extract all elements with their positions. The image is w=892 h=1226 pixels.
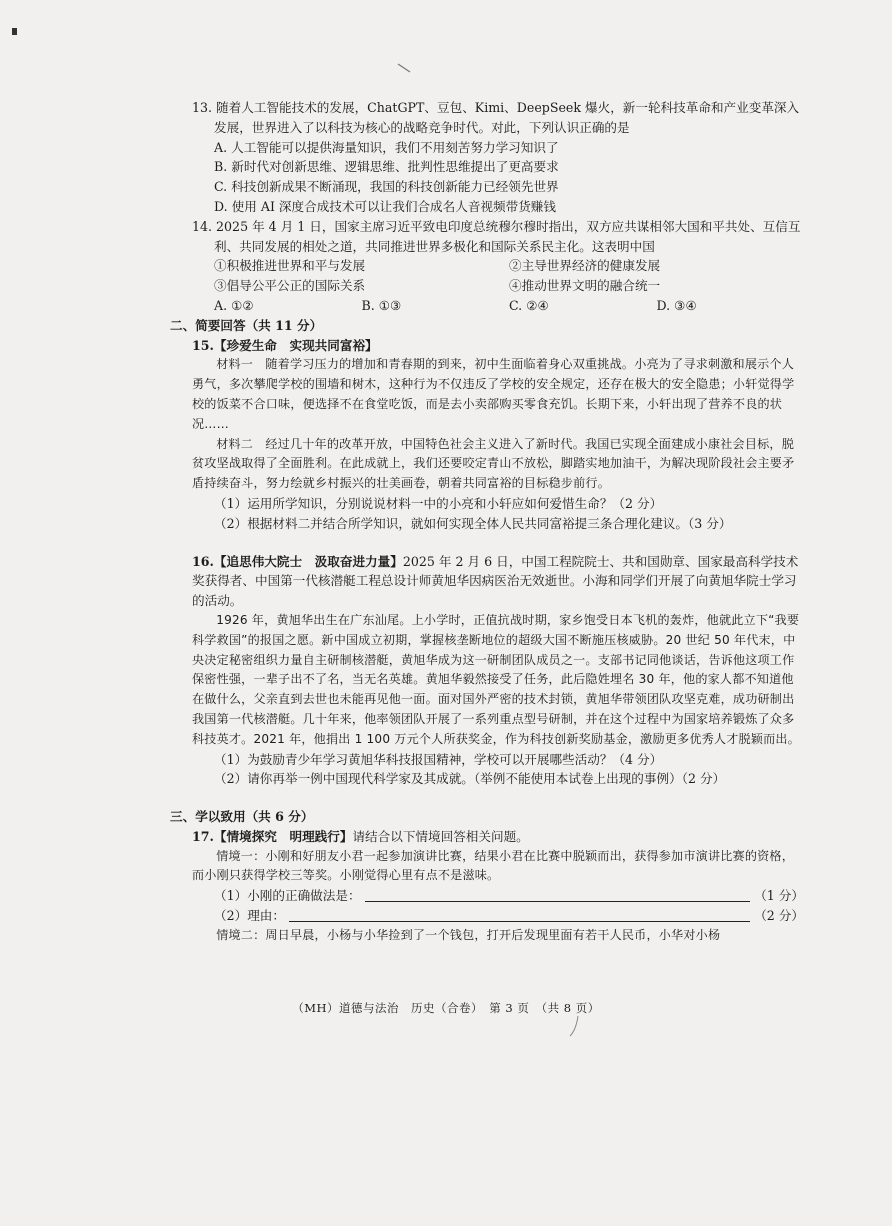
material-2-label: 材料二 bbox=[216, 436, 254, 451]
question-17-scenario-2: 情境二：周日早晨，小杨与小华捡到了一个钱包，打开后发现里面有若干人民币，小华对小杨 bbox=[216, 927, 721, 942]
question-14-stem: 14. 2025 年 4 月 1 日，国家主席习近平致电印度总统穆尔穆时指出，双方应共谋相邻大国和平共处、互信互利、共同发展的相处之道，共同推进世界多极化和国际关系民主化。这表明中国 bbox=[192, 218, 801, 254]
question-14-statement-1: ①积极推进世界和平与发展 bbox=[214, 258, 366, 274]
section-2-heading: 二、简要回答（共 11 分） bbox=[170, 317, 323, 333]
question-14-statement-4: ④推动世界文明的融合统一 bbox=[509, 278, 661, 294]
question-16-title: 16.【追思伟大院士 汲取奋进力量】 bbox=[192, 553, 403, 569]
question-17 bbox=[192, 827, 804, 946]
page-footer: （MH）道德与法治 历史（合卷） 第 3 页 （共 8 页） bbox=[292, 1001, 600, 1015]
question-17-sub-2 bbox=[192, 906, 804, 926]
question-17-title: 17.【情境探究 明理践行】 bbox=[192, 828, 353, 844]
question-13-option-b: B. 新时代对创新思维、逻辑思维、批判性思维提出了更高要求 bbox=[214, 159, 559, 175]
question-17-sub-1 bbox=[192, 886, 804, 906]
question-14-statement-2: ②主导世界经济的健康发展 bbox=[509, 258, 661, 274]
exam-content bbox=[170, 98, 804, 946]
answer-blank-2[interactable] bbox=[289, 909, 750, 922]
answer-blank-1[interactable] bbox=[365, 889, 751, 902]
question-15-material-2 bbox=[192, 435, 804, 494]
question-16 bbox=[192, 552, 804, 790]
question-13-stem: 13. 随着人工智能技术的发展，ChatGPT、豆包、Kimi、DeepSeek 爆火，新一轮科技革命和产业变革深入发展，世界进入了以科技为核心的战略竞争时代。对此，下列认识正确的是 bbox=[192, 100, 800, 135]
question-15 bbox=[192, 336, 804, 534]
question-13-option-c: C. 科技创新成果不断涌现，我国的科技创新能力已经领先世界 bbox=[214, 179, 559, 195]
question-14-choice-a: A. ①② bbox=[214, 297, 254, 313]
question-17-sub-2-label: （2）理由： bbox=[214, 908, 285, 924]
question-17-sub-1-points: （1 分） bbox=[754, 888, 804, 904]
question-15-material-1 bbox=[192, 355, 804, 434]
question-15-title: 15.【珍爱生命 实现共同富裕】 bbox=[192, 337, 378, 353]
question-14-choice-d: D. ③④ bbox=[656, 297, 697, 313]
question-14-choice-b: B. ①③ bbox=[361, 297, 402, 313]
material-1-label: 材料一 bbox=[216, 357, 254, 372]
question-14-statements bbox=[192, 256, 804, 296]
question-13 bbox=[192, 98, 804, 217]
question-13-option-d: D. 使用 AI 深度合成技术可以让我们合成名人音视频带货赚钱 bbox=[214, 198, 556, 214]
question-17-title-rest: 请结合以下情境回答相关问题。 bbox=[352, 828, 529, 844]
question-14-statement-3: ③倡导公平公正的国际关系 bbox=[214, 278, 366, 294]
question-14-choices bbox=[192, 296, 804, 316]
question-14 bbox=[192, 217, 804, 316]
question-16-sub-2: （2）请你再举一例中国现代科学家及其成就。（举例不能使用本试卷上出现的事例）（2 分） bbox=[214, 771, 726, 787]
question-16-intro bbox=[192, 552, 804, 611]
question-17-header bbox=[192, 827, 804, 847]
question-16-sub-1: （1）为鼓励青少年学习黄旭华科技报国精神，学校可以开展哪些活动？（4 分） bbox=[214, 751, 663, 767]
question-17-sub-1-label: （1）小刚的正确做法是： bbox=[214, 888, 361, 904]
question-17-scenario-1: 情境一：小刚和好朋友小君一起参加演讲比赛，结果小君在比赛中脱颖而出，获得参加市演讲比赛的资格，而小刚只获得学校三等奖。小刚觉得心里有点不是滋味。 bbox=[192, 848, 794, 883]
section-3-heading: 三、学以致用（共 6 分） bbox=[170, 809, 314, 825]
question-13-option-a: A. 人工智能可以提供海量知识，我们不用刻苦努力学习知识了 bbox=[214, 139, 559, 155]
question-15-sub-2: （2）根据材料二并结合所学知识，就如何实现全体人民共同富裕提三条合理化建议。（3 分） bbox=[214, 515, 732, 531]
question-14-choice-c: C. ②④ bbox=[509, 297, 549, 313]
question-16-intro-text: 2025 年 2 月 6 日，中国工程院院士、共和国勋章、国家最高科学技术奖获得者、中国第一代核潜艇工程总设计师黄旭华因病医治无效逝世。小海和同学们开展了向黄旭华院士学习的活动。 bbox=[192, 553, 799, 609]
material-1-text: 随着学习压力的增加和青春期的到来，初中生面临着身心双重挑战。小亮为了寻求刺激和展示个人勇气，多次攀爬学校的围墙和树木，这种行为不仅违反了学校的安全规定，还存在极大的安全隐患；小轩觉得学校的饭菜不合口味，便选择不在食堂吃饭，而是去小卖部购买零食充饥。长期下来，小轩出现了营养不良的状况…… bbox=[192, 357, 795, 431]
material-2-text: 经过几十年的改革开放，中国特色社会主义进入了新时代。我国已实现全面建成小康社会目标，脱贫攻坚战取得了全面胜利。在此成就上，我们还要咬定青山不放松，脚踏实地加油干，为解决现阶段社会主要矛盾持续奋斗，努力绘就乡村振兴的壮美画卷，朝着共同富裕的目标稳步前行。 bbox=[192, 436, 795, 491]
question-15-sub-1: （1）运用所学知识，分别说说材料一中的小亮和小轩应如何爱惜生命？（2 分） bbox=[214, 495, 663, 511]
question-16-material: 1926 年，黄旭华出生在广东汕尾。上小学时，正值抗战时期，家乡饱受日本飞机的轰炸，他就此立下“我要科学救国”的报国之愿。新中国成立初期，掌握核垄断地位的超级大国不断施压核威胁。20 世纪 50 年代末，中央决定秘密组织力量自主研制核潜艇，黄旭华成为这一研制团队成员之一。支部书记同他谈话，告诉他这项工作保密性强，一辈子出不了名，当无名英雄。黄旭华毅然接受了任务，此后隐姓埋名 30 年，他的家人都不知道他在做什么，父亲直到去世也未能再见他一面。面对国外严密的技术封锁，黄旭华带领团队攻坚克难，成功研制出我国第一代核潜艇。几十年来，他率领团队开展了一系列重点型号研制，并在这个过程中为国家培养锻炼了众多科技英才。2021 年，他捐出 1 100 万元个人所获奖金，作为科技创新奖励基金，激励更多优秀人才脱颖而出。 bbox=[192, 612, 800, 746]
question-17-sub-2-points: （2 分） bbox=[754, 908, 804, 924]
